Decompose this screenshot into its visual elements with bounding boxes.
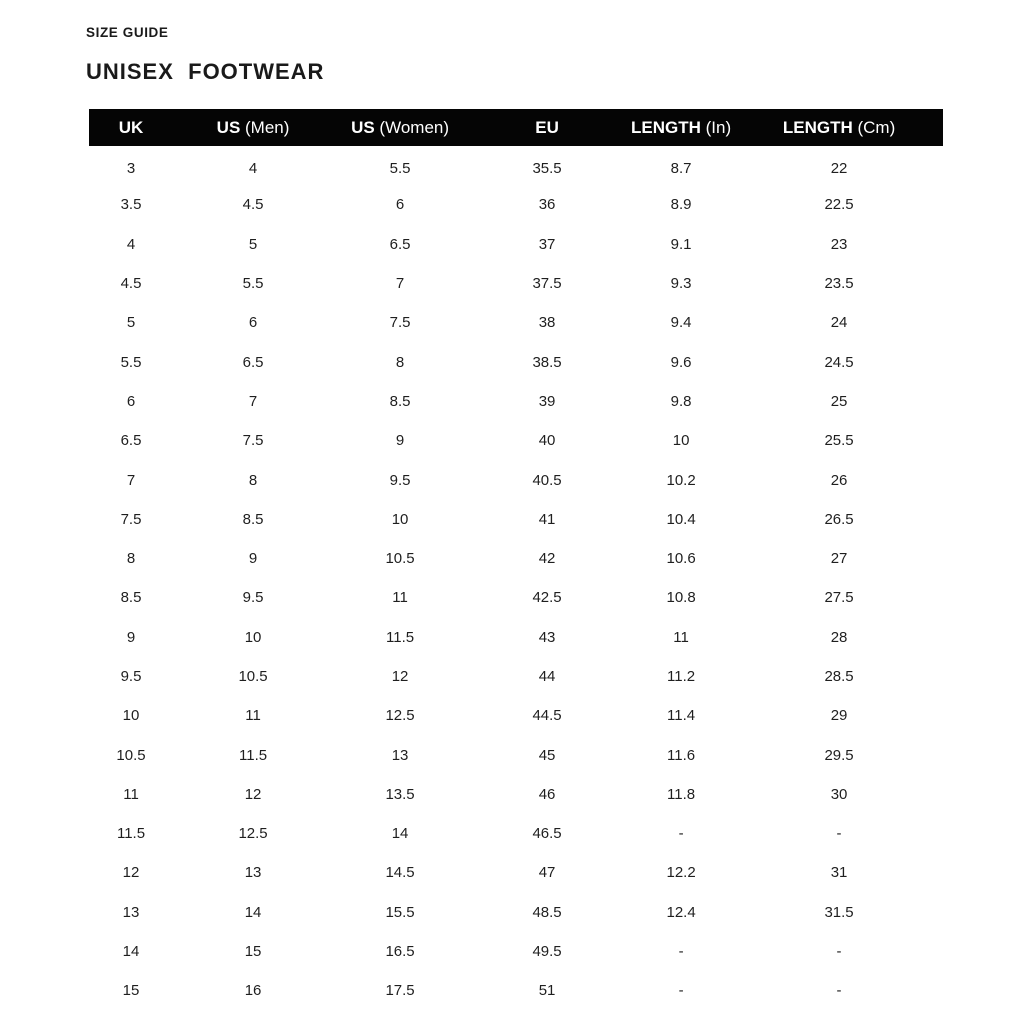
column-header-main: UK — [118, 117, 144, 137]
table-cell: 35.5 — [532, 160, 562, 178]
table-cell: 4.5 — [120, 275, 142, 293]
table-cell: 7.5 — [242, 432, 264, 450]
table-cell: 9.1 — [670, 235, 692, 253]
table-cell: 14 — [244, 903, 262, 921]
column-header-main: US — [216, 117, 241, 137]
table-row — [89, 775, 943, 814]
column-header-unit: (In) — [700, 117, 732, 137]
table-row — [89, 853, 943, 892]
table-cell: 14 — [391, 825, 409, 843]
table-cell: 6 — [395, 196, 405, 214]
table-cell: 27 — [830, 550, 848, 568]
table-cell: 10 — [672, 432, 690, 450]
table-cell: 6 — [248, 314, 258, 332]
table-cell: 45 — [538, 746, 556, 764]
table-cell: 7 — [248, 392, 258, 410]
table-row — [89, 735, 943, 774]
table-cell: 8.7 — [670, 160, 692, 178]
table-cell: 15 — [244, 943, 262, 961]
table-cell: - — [836, 982, 842, 1000]
column-header-main: EU — [535, 117, 559, 137]
column-header-unit: (Men) — [240, 117, 290, 137]
table-cell: 3.5 — [120, 196, 142, 214]
table-row — [89, 971, 943, 1010]
table-cell: 7.5 — [120, 510, 142, 528]
table-cell: 11.5 — [239, 746, 268, 764]
column-header-uk — [89, 109, 173, 146]
table-cell: 12.4 — [666, 903, 696, 921]
table-cell: 10 — [391, 510, 409, 528]
table-cell: 11 — [123, 785, 139, 803]
table-cell: 14.5 — [385, 864, 415, 882]
table-cell: 12 — [391, 668, 409, 685]
size-chart-table — [89, 109, 943, 1011]
table-cell: 8.5 — [242, 510, 264, 528]
table-cell: 8 — [248, 471, 258, 489]
table-cell: 9.6 — [670, 353, 692, 371]
table-row — [89, 814, 943, 853]
table-cell: 5.5 — [389, 160, 411, 178]
table-cell: 10.8 — [666, 589, 696, 607]
column-header-main: LENGTH — [631, 117, 701, 137]
table-cell: 48.5 — [532, 903, 562, 921]
table-cell: - — [836, 943, 842, 961]
table-row — [89, 578, 943, 617]
table-cell: 46 — [538, 785, 556, 803]
table-row — [89, 185, 943, 224]
table-cell: 38.5 — [532, 353, 562, 371]
table-cell: 7 — [126, 471, 136, 489]
table-cell: 44 — [538, 668, 556, 685]
column-header-length-in — [627, 109, 735, 146]
table-row — [89, 303, 943, 342]
table-cell: 4 — [126, 235, 136, 253]
table-row — [89, 225, 943, 264]
column-header-main: LENGTH — [782, 117, 853, 137]
table-cell: 14 — [122, 943, 140, 961]
page-title: UNISEX FOOTWEAR — [86, 59, 325, 84]
table-cell: 9.8 — [670, 392, 692, 410]
table-cell: 6 — [126, 392, 136, 410]
table-cell: 11.5 — [386, 628, 415, 646]
table-cell: 11.4 — [667, 707, 696, 725]
table-cell: 25.5 — [824, 432, 854, 450]
table-cell: 16 — [244, 982, 262, 1000]
table-cell: 42 — [538, 550, 556, 568]
table-row — [89, 932, 943, 971]
table-cell: 24 — [830, 314, 848, 332]
table-cell: 42.5 — [532, 589, 562, 607]
table-cell: 5 — [248, 235, 258, 253]
table-cell: 40.5 — [532, 471, 562, 489]
table-cell: 9.5 — [120, 668, 142, 685]
table-cell: 29 — [830, 707, 848, 725]
table-cell: 7 — [395, 275, 405, 293]
table-cell: 4 — [248, 160, 258, 178]
table-cell: 10.4 — [666, 510, 696, 528]
table-cell: 26.5 — [824, 510, 854, 528]
table-cell: 15 — [122, 982, 140, 1000]
table-cell: 10 — [244, 628, 262, 646]
table-cell: 38 — [538, 314, 556, 332]
table-cell: 10.2 — [666, 471, 696, 489]
table-header-row — [89, 109, 943, 146]
table-cell: 11.8 — [667, 785, 696, 803]
table-body — [89, 146, 943, 1011]
table-cell: 8.9 — [670, 196, 692, 214]
size-guide-label: SIZE GUIDE — [86, 25, 169, 40]
table-cell: 11.6 — [667, 746, 696, 764]
table-cell: 10.5 — [116, 746, 146, 764]
table-cell: 12.5 — [385, 707, 415, 725]
table-cell: 11 — [245, 707, 261, 725]
table-cell: 39 — [538, 392, 556, 410]
table-cell: 49.5 — [532, 943, 562, 961]
table-cell: 11.5 — [116, 825, 146, 843]
table-cell: 41 — [538, 510, 556, 528]
column-header-unit: (Women) — [374, 117, 450, 137]
table-cell: 16.5 — [385, 943, 415, 961]
table-cell: 17.5 — [385, 982, 415, 1000]
column-header-us-women — [333, 109, 467, 146]
table-cell: - — [678, 943, 684, 961]
table-cell: 26 — [830, 471, 848, 489]
table-cell: 6.5 — [242, 353, 264, 371]
column-header-us-men — [173, 109, 333, 146]
table-cell: 12 — [244, 785, 262, 803]
table-cell: 8.5 — [120, 589, 142, 607]
table-cell: - — [836, 825, 842, 843]
table-cell: 8 — [395, 353, 405, 371]
table-row — [89, 264, 943, 303]
table-cell: 4.5 — [242, 196, 264, 214]
table-cell: 13 — [122, 903, 140, 921]
table-cell: 37 — [538, 235, 556, 253]
table-cell: 30 — [830, 785, 848, 803]
table-cell: 31.5 — [824, 903, 854, 921]
table-cell: 8 — [126, 550, 136, 568]
table-cell: 5.5 — [120, 353, 142, 371]
table-cell: 11 — [673, 628, 689, 646]
table-cell: 29.5 — [824, 746, 854, 764]
table-cell: 27.5 — [824, 589, 854, 607]
column-header-unit: (Cm) — [852, 117, 896, 137]
table-cell: 9 — [248, 550, 258, 568]
table-cell: 10.6 — [666, 550, 696, 568]
table-cell: 9.5 — [242, 589, 264, 607]
table-cell: 9.3 — [670, 275, 692, 293]
table-cell: 22 — [830, 160, 848, 178]
table-cell: 6.5 — [389, 235, 411, 253]
table-cell: 47 — [538, 864, 556, 882]
table-row — [89, 421, 943, 460]
table-row — [89, 146, 943, 185]
table-cell: 23.5 — [824, 275, 854, 293]
table-cell: 9.4 — [670, 314, 692, 332]
table-cell: 10.5 — [385, 550, 415, 568]
table-cell: 9 — [395, 432, 405, 450]
table-cell: 9 — [126, 628, 136, 646]
table-cell: 13 — [244, 864, 262, 882]
table-cell: - — [678, 825, 684, 843]
table-cell: 3 — [126, 160, 136, 178]
table-cell: 15.5 — [385, 903, 415, 921]
column-header-length-cm — [735, 109, 943, 146]
table-cell: 11 — [392, 589, 408, 607]
table-cell: 10.5 — [238, 668, 268, 685]
table-cell: 12.2 — [666, 864, 696, 882]
table-cell: 40 — [538, 432, 556, 450]
table-cell: 31 — [830, 864, 848, 882]
column-header-main: US — [351, 117, 375, 137]
table-cell: 28 — [830, 628, 848, 646]
table-cell: 9.5 — [389, 471, 411, 489]
table-cell: 22.5 — [824, 196, 854, 214]
table-cell: 25 — [830, 392, 848, 410]
table-cell: 11.2 — [667, 668, 696, 685]
table-cell: 37.5 — [532, 275, 562, 293]
table-cell: 8.5 — [389, 392, 411, 410]
table-row — [89, 893, 943, 932]
table-cell: 51 — [538, 982, 556, 1000]
table-cell: 44.5 — [532, 707, 562, 725]
table-cell: 5.5 — [242, 275, 264, 293]
table-row — [89, 539, 943, 578]
table-cell: 12 — [122, 864, 140, 882]
table-row — [89, 342, 943, 381]
table-cell: 13.5 — [385, 785, 415, 803]
table-cell: 24.5 — [824, 353, 854, 371]
table-cell: 46.5 — [532, 825, 562, 843]
table-row — [89, 500, 943, 539]
table-cell: 6.5 — [120, 432, 142, 450]
table-cell: - — [678, 982, 684, 1000]
table-cell: 7.5 — [389, 314, 411, 332]
table-row — [89, 657, 943, 696]
table-row — [89, 382, 943, 421]
table-row — [89, 696, 943, 735]
table-cell: 36 — [538, 196, 556, 214]
table-cell: 13 — [391, 746, 409, 764]
table-cell: 5 — [126, 314, 136, 332]
table-cell: 12.5 — [238, 825, 268, 843]
table-cell: 23 — [830, 235, 848, 253]
column-header-eu — [467, 109, 627, 146]
table-row — [89, 618, 943, 657]
table-cell: 28.5 — [824, 668, 854, 685]
table-cell: 43 — [538, 628, 556, 646]
table-cell: 10 — [122, 707, 140, 725]
table-row — [89, 460, 943, 499]
